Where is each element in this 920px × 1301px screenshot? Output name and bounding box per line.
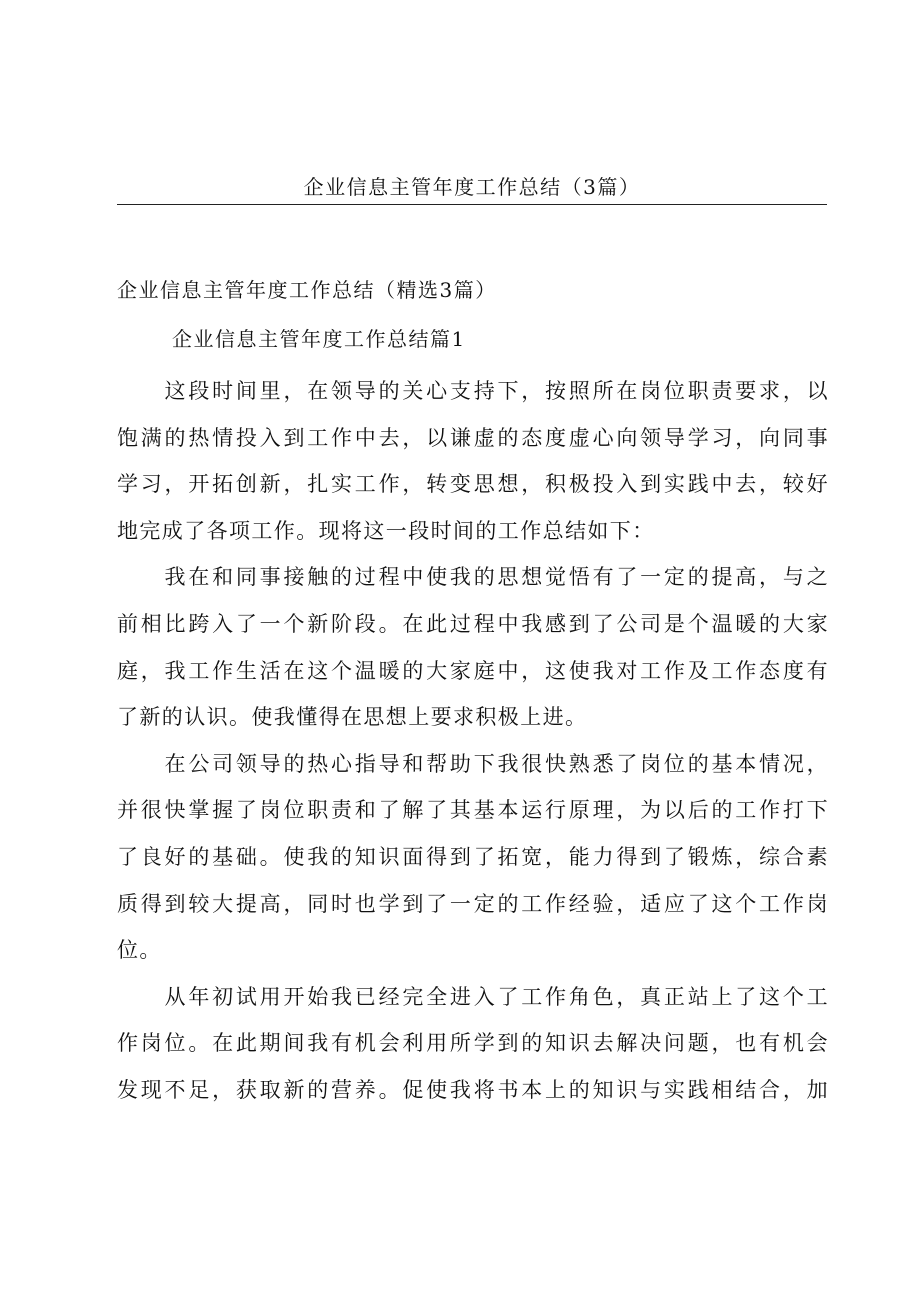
document-title: 企业信息主管年度工作总结（精选3篇） [117, 278, 497, 302]
paragraph-line: 在公司领导的热心指导和帮助下我很快熟悉了岗位的基本情况， [117, 751, 829, 776]
paragraph-line: 从年初试用开始我已经完全进入了工作角色，真正站上了这个工 [117, 984, 829, 1009]
paragraph-line: 发现不足，获取新的营养。促使我将书本上的知识与实践相结合，加 [117, 1077, 829, 1102]
paragraph-line: 地完成了各项工作。现将这一段时间的工作总结如下： [117, 518, 655, 543]
paragraph [117, 554, 829, 740]
paragraph-line: 并很快掌握了岗位职责和了解了其基本运行原理，为以后的工作打下 [117, 798, 829, 823]
paragraph-line: 学习，开拓创新，扎实工作，转变思想，积极投入到实践中去，较好 [117, 472, 829, 497]
paragraph-line: 饱满的热情投入到工作中去，以谦虚的态度虚心向领导学习，向同事 [117, 425, 829, 450]
paragraph-line: 前相比跨入了一个新阶段。在此过程中我感到了公司是个温暖的大家 [117, 611, 829, 636]
paragraph-line: 了良好的基础。使我的知识面得到了拓宽，能力得到了锻炼，综合素 [117, 844, 829, 869]
header-title: 企业信息主管年度工作总结（3篇） [303, 175, 641, 199]
paragraph-line: 了新的认识。使我懂得在思想上要求积极上进。 [117, 705, 588, 730]
paragraph-line: 我在和同事接触的过程中使我的思想觉悟有了一定的提高，与之 [117, 565, 829, 590]
paragraph [117, 741, 829, 974]
paragraph [117, 974, 829, 1114]
paragraph-line: 作岗位。在此期间我有机会利用所学到的知识去解决问题，也有机会 [117, 1031, 829, 1056]
page-header [117, 170, 827, 205]
paragraph-line: 质得到较大提高，同时也学到了一定的工作经验，适应了这个工作岗 [117, 891, 829, 916]
paragraph-line: 位。 [117, 938, 162, 963]
paragraph-line: 这段时间里，在领导的关心支持下，按照所在岗位职责要求，以 [117, 379, 829, 403]
paragraph-line: 庭，我工作生活在这个温暖的大家庭中，这使我对工作及工作态度有 [117, 658, 829, 683]
section-heading: 企业信息主管年度工作总结篇1 [172, 327, 466, 351]
paragraph [117, 368, 829, 554]
document-body [117, 368, 829, 1114]
